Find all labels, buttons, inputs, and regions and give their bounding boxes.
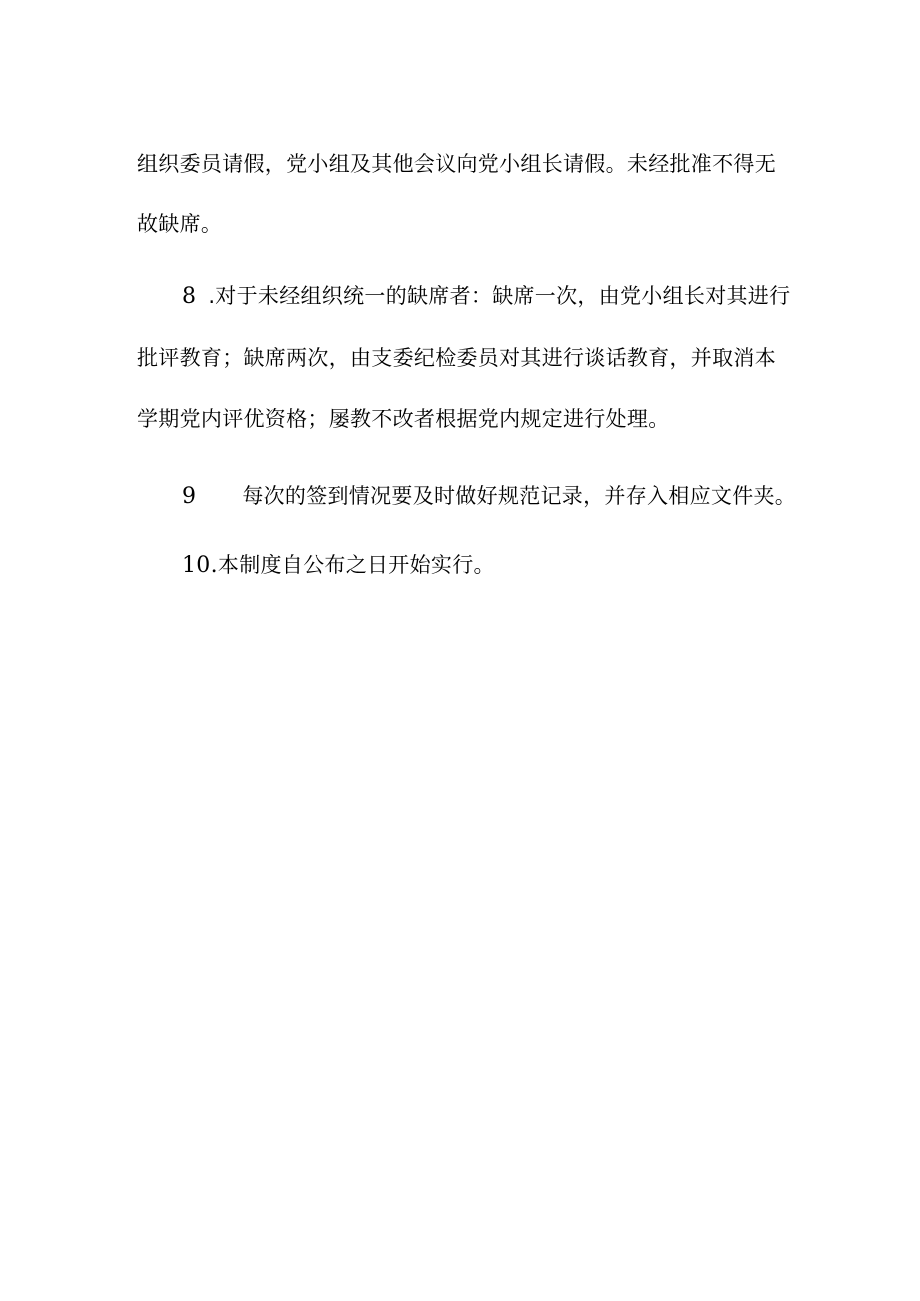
list-item-9 <box>182 481 796 512</box>
paragraph-line <box>137 343 776 373</box>
list-item-10 <box>182 550 495 581</box>
line-text: 本制度自公布之日开始实行。 <box>217 553 495 577</box>
line-text: 每次的签到情况要及时做好规范记录，并存入相应文件夹。 <box>242 484 797 508</box>
paragraph-line <box>137 149 776 179</box>
line-text: 对于未经组织统一的缺席者：缺席一次，由党小组长对其进行 <box>215 284 791 308</box>
item-number: 10. <box>182 553 218 578</box>
line-text: 学期党内评优资格；屡教不改者根据党内规定进行处理。 <box>137 407 670 431</box>
line-text: 故缺席。 <box>137 212 223 236</box>
list-item-8 <box>182 281 790 312</box>
item-number: 9 <box>182 484 197 509</box>
paragraph-line <box>137 404 670 434</box>
line-text: 批评教育；缺席两次，由支委纪检委员对其进行谈话教育，并取消本 <box>137 346 776 370</box>
line-text: 组织委员请假，党小组及其他会议向党小组长请假。未经批准不得无 <box>137 152 776 176</box>
paragraph-line <box>137 209 222 239</box>
item-punct: . <box>208 284 216 308</box>
item-number: 8 <box>182 284 197 309</box>
